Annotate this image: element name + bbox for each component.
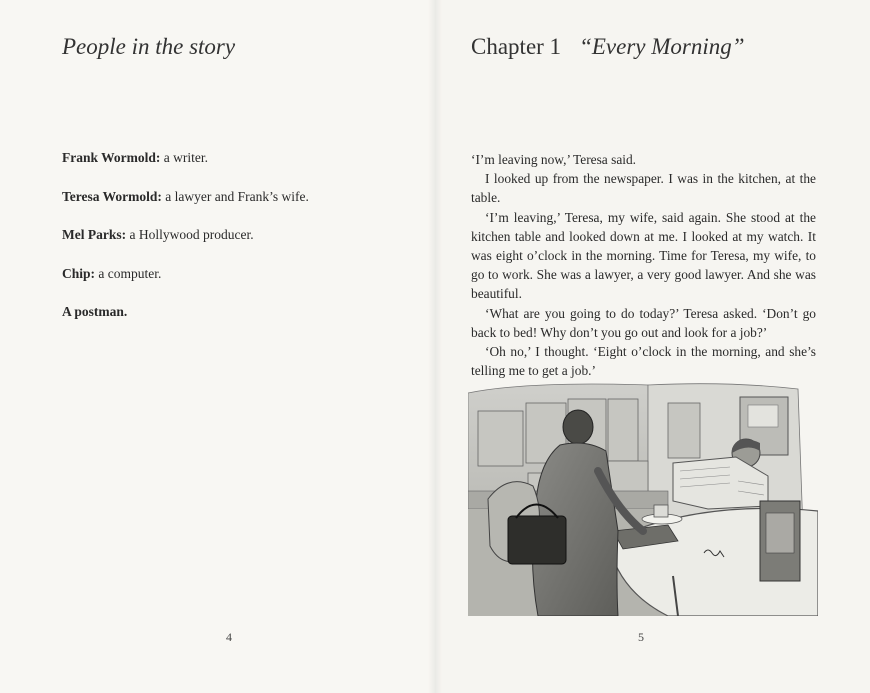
woman-head: [563, 410, 593, 444]
person-name: A postman.: [62, 304, 128, 319]
chapter-title: “Every Morning”: [579, 34, 745, 59]
chapter-heading: [471, 34, 745, 60]
handbag: [508, 516, 566, 564]
cereal-box-label: [766, 513, 794, 553]
person-entry: [62, 264, 402, 283]
person-entry: [62, 302, 402, 321]
story-paragraph: ‘What are you going to do today?’ Teresa asked. ‘Don’t go back to bed! Why don’t you go out and look for a job?’: [471, 305, 816, 340]
page-number-left: 4: [226, 630, 232, 644]
cabinet-door: [608, 399, 638, 461]
cabinet-door: [668, 403, 700, 458]
people-heading: People in the story: [62, 34, 236, 59]
chapter-label: Chapter 1: [471, 34, 562, 59]
person-entry: [62, 225, 402, 244]
kitchen-illustration: [468, 381, 818, 616]
person-name: Chip:: [62, 265, 96, 281]
person-entry: [62, 187, 402, 206]
book-gutter: [428, 0, 442, 693]
person-name: Mel Parks:: [62, 227, 127, 242]
story-text: [471, 150, 816, 380]
person-description: a Hollywood producer.: [126, 227, 254, 242]
story-paragraph: ‘Oh no,’ I thought. ‘Eight o’clock in the morning, and she’s telling me to get a job.’: [471, 344, 816, 379]
person-entry: [62, 148, 402, 167]
noticeboard-paper: [748, 405, 778, 427]
person-name: Frank Wormold:: [62, 150, 161, 165]
person-description: a lawyer and Frank’s wife.: [161, 188, 309, 204]
page-number-right: 5: [638, 630, 644, 644]
story-paragraph: ‘I’m leaving now,’ Teresa said.: [471, 152, 637, 167]
people-list: [62, 148, 402, 341]
story-paragraph: ‘I’m leaving,’ Teresa, my wife, said again. She stood at the kitchen table and looked down at me. I looked at my watch. It was eight o’clock in the morning. Time for Teresa, my wife, to go to work. She was a lawyer, a very good lawyer. And she was beautiful.: [471, 209, 816, 302]
cup: [654, 505, 668, 517]
person-description: a computer.: [95, 265, 162, 281]
cabinet-door: [478, 411, 523, 466]
person-description: a writer.: [160, 150, 208, 165]
person-name: Teresa Wormold:: [62, 188, 162, 204]
story-paragraph: I looked up from the newspaper. I was in the kitchen, at the table.: [471, 171, 816, 206]
